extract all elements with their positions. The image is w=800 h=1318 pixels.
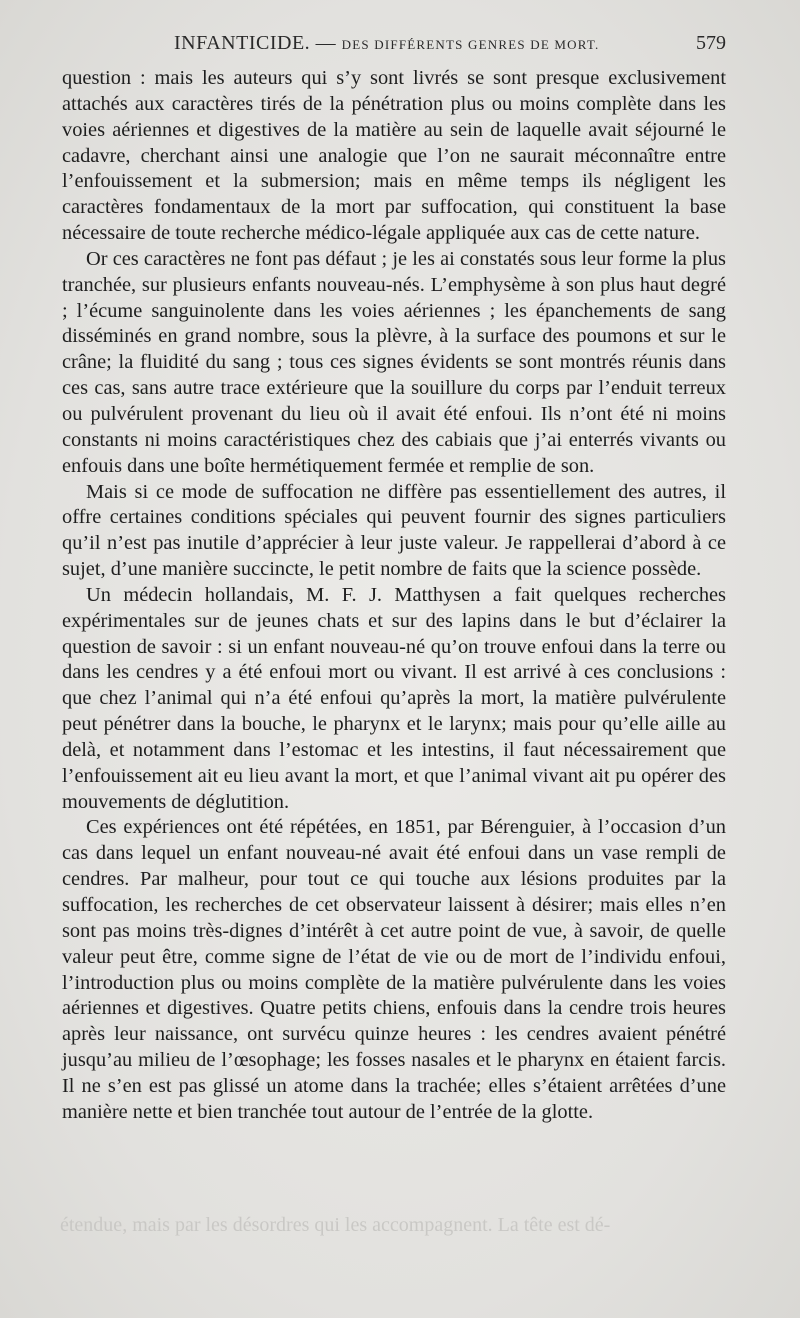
paragraph: Mais si ce mode de suffocation ne diffère pas essentiellement des autres, il offre certaines conditions spéciales qui peuvent fournir des signes particuliers qu’il n’est pas inutile d’apprécier à leur juste valeur. Je rappellerai d’abord à ce sujet, d’une manière succincte, le petit nombre de faits que la science possède. bbox=[62, 480, 726, 581]
title-main: INFANTICIDE. bbox=[174, 32, 311, 54]
running-header bbox=[62, 30, 728, 58]
title-dash: — bbox=[315, 32, 337, 54]
paragraph: Ces expériences ont été répétées, en 1851, par Bérenguier, à l’occasion d’un cas dans lequel un enfant nouveau-né avait été enfoui dans un vase rempli de cendres. Par malheur, pour tout ce qui touche aux lésions produites par la suffocation, les recherches de cet observateur laissent à désirer; mais elles n’en sont pas moins très-dignes d’intérêt à cet autre point de vue, à savoir, de quelle valeur peut être, comme signe de l’état de vie ou de mort de l’individu enfoui, l’introduction plus ou moins complète de la matière pulvérulente dans les voies aériennes et digestives. Quatre petits chiens, enfouis dans la cendre trois heures après leur naissance, ont survécu quinze heures : les cendres avaient pénétré jusqu’au milieu de l’œsophage; les fosses nasales et le pharynx en étaient farcis. Il ne s’en est pas glissé un atome dans la trachée; elles s’étaient arrêtées d’une manière nette et bien tranchée tout autour de l’entrée de la glotte. bbox=[62, 816, 726, 1123]
paragraph-continued: question : mais les auteurs qui s’y sont livrés se sont presque exclusivement attachés aux caractères tirés de la pénétration plus ou moins complète dans les voies aériennes et digestives de la matière au sein de laquelle avait séjourné le cadavre, cherchant ainsi une analogie que l’on ne saurait méconnaître entre l’enfouissement et la submersion; mais en même temps ils négligent les caractères fondamentaux de la mort par suffocation, qui constituent la base nécessaire de toute recherche médico-légale appliquée aux cas de cette nature. bbox=[62, 67, 726, 245]
bleed-through-text: étendue, mais par les désordres qui les accompagnent. La tête est dé- bbox=[60, 1214, 611, 1236]
paragraph: Or ces caractères ne font pas défaut ; je les ai constatés sous leur forme la plus tranchée, sur plusieurs enfants nouveau-nés. L’emphysème à son plus haut degré ; l’écume sanguinolente dans les voies aériennes ; les épanchements de sang disséminés en grand nombre, sous la plèvre, à la surface des poumons et sur le crâne; la fluidité du sang ; tous ces signes évidents se sont montrés réunis dans ces cas, sans autre trace extérieure que la souillure du corps par l’enduit terreux ou pulvérulent provenant du lieu où il avait été enfoui. Ils n’ont été ni moins constants ni moins caractéristiques chez des cabiais que j’ai enterrés vivants ou enfouis dans une boîte hermétiquement fermée et remplie de son. bbox=[62, 247, 726, 477]
paragraph: Un médecin hollandais, M. F. J. Matthysen a fait quelques recherches expérimentales sur de jeunes chats et sur des lapins dans le but d’éclairer la question de savoir : si un enfant nouveau-né qu’on trouve enfoui dans la terre ou dans les cendres y a été enfoui mort ou vivant. Il est arrivé à ces conclusions : que chez l’animal qui n’a été enfoui qu’après la mort, la matière pulvérulente peut pénétrer dans la bouche, le pharynx et le larynx; mais pour qu’elle aille au delà, et notamment dans l’estomac et les intestins, il faut nécessairement que l’enfouissement ait eu lieu avant la mort, et que l’animal vivant ait pu opérer des mouvements de déglutition. bbox=[62, 583, 726, 813]
running-title bbox=[174, 32, 599, 55]
title-sub: DES DIFFÉRENTS GENRES DE MORT. bbox=[341, 37, 600, 52]
body-text bbox=[62, 66, 726, 1126]
page-number: 579 bbox=[696, 32, 726, 54]
